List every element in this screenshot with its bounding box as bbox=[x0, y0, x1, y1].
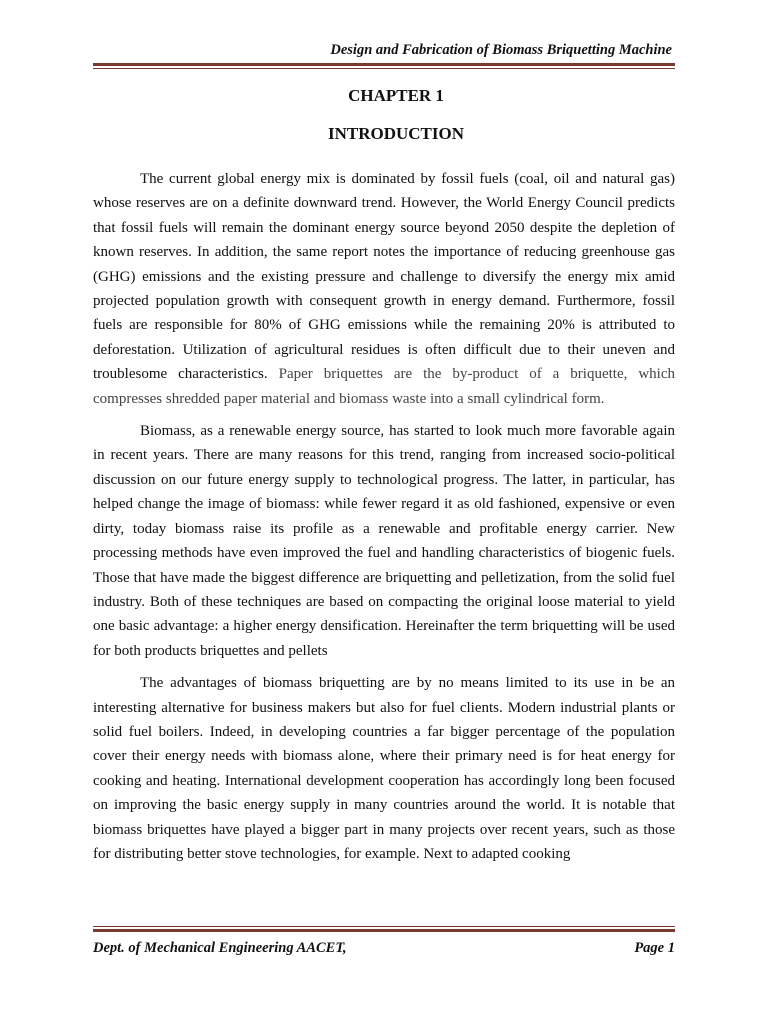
paragraph-3: The advantages of biomass briquetting are by no means limited to its use in be an interesting alternative for business makers but also for fuel clients. Modern industrial plants or solid fuel boilers. Indeed, in developing countries a far bigger percentage of the population cover their energy needs with biomass alone, where their primary need is for heat energy for cooking and heating. International development cooperation has accordingly long been focused on improving the basic energy supply in many countries around the world. It is notable that biomass briquettes have played a bigger part in many projects over recent years, such as those for distributing better stove technologies, for example. Next to adapted cooking bbox=[93, 675, 675, 862]
paragraph-1-tail: Paper briquettes are the by-product of a briquette, which compresses shredded paper material and biomass waste into a small cylindrical form. bbox=[93, 366, 675, 407]
footer-department: Dept. of Mechanical Engineering AACET, bbox=[93, 940, 347, 956]
header-rule-thick bbox=[93, 63, 675, 66]
footer-rule-thin bbox=[93, 926, 675, 927]
paragraph-1-main: The current global energy mix is dominated by fossil fuels (coal, oil and natural gas) whose reserves are on a definite downward trend. However, the World Energy Council predicts that fossil fuels will remain the dominant energy source beyond 2050 despite the depletion of known reserves. In addition, the same report notes the importance of reducing greenhouse gas (GHG) emissions and the existing pressure and challenge to diversify the energy mix amid projected population growth with consequent growth in energy demand. Furthermore, fossil fuels are responsible for 80% of GHG emissions while the remaining 20% is attributed to deforestation. Utilization of agricultural residues is often difficult due to their uneven and troublesome characteristics. bbox=[93, 171, 675, 383]
footer-rule-thick bbox=[93, 929, 675, 932]
paragraph-1 bbox=[93, 167, 675, 411]
body-text bbox=[93, 167, 675, 874]
header-rule-thin bbox=[93, 68, 675, 69]
footer-page-number: Page 1 bbox=[634, 940, 675, 956]
chapter-title: INTRODUCTION bbox=[327, 124, 465, 143]
paragraph-2: Biomass, as a renewable energy source, has started to look much more favorable again in recent years. There are many reasons for this trend, ranging from increased socio-political discussion on our future energy supply to technological progress. The latter, in particular, has helped change the image of biomass: while fewer regard it as old fashioned, expensive or even dirty, today biomass raise its profile as a renewable and profitable energy carrier. New processing methods have even improved the fuel and handling characteristics of biogenic fuels. Those that have made the biggest difference are briquetting and pelletization, from the solid fuel industry. Both of these techniques are based on compacting the original loose material to yield one basic advantage: a higher energy densification. Hereinafter the term briquetting will be used for both products briquettes and pellets bbox=[93, 423, 675, 659]
chapter-number: CHAPTER 1 bbox=[348, 86, 444, 105]
running-header-title: Design and Fabrication of Biomass Briquetting Machine bbox=[330, 42, 672, 58]
